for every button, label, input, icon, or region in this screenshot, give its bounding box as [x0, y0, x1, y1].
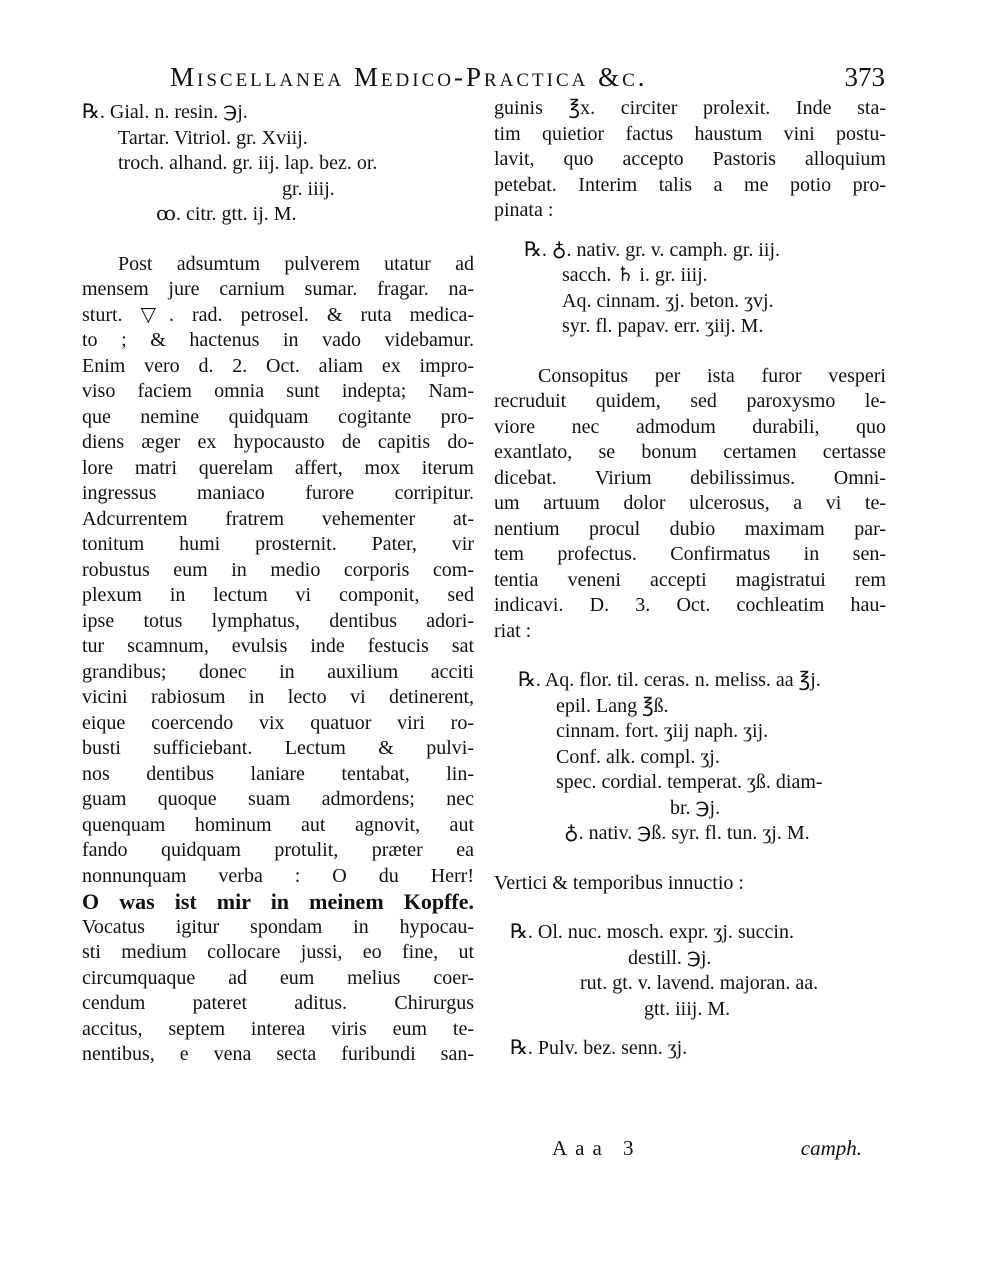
text-line: tur scamnum, evulsis inde festucis sat [82, 635, 474, 657]
text-line: dicebat. Virium debilissimus. Omni- [494, 466, 886, 489]
blackletter-line: O was ist mir in meinem Kopffe. [82, 889, 474, 914]
right-column [494, 96, 886, 1062]
prescription-line: Aq. cinnam. ʒj. beton. ʒvj. [562, 289, 774, 312]
prescription-line: syr. fl. papav. err. ʒiij. M. [562, 315, 764, 337]
prescription-line: Conf. alk. compl. ʒj. [556, 745, 720, 768]
prescription-5 [494, 1036, 886, 1062]
text-line: guinis ℥x. circiter prolexit. Inde sta- [494, 97, 886, 119]
text-line: vicini rabiosum in lecto vi detinerent, [82, 686, 474, 708]
prescription-line: rut. gt. v. lavend. majoran. aa. [580, 972, 819, 994]
signature-mark: Aaa 3 [552, 1136, 642, 1160]
text-line: accitus, septem interea viris eum te- [82, 1017, 474, 1040]
prescription-line: ℞. Ol. nuc. mosch. expr. ʒj. succin. [510, 921, 794, 943]
prescription-line: ♁. nativ. ℈ß. syr. fl. tun. ʒj. M. [564, 822, 810, 844]
left-column [82, 100, 474, 1068]
text-line: nos dentibus laniare tentabat, lin- [82, 762, 474, 785]
text-line: robustus eum in medio corporis com- [82, 558, 474, 581]
paragraph-2 [494, 364, 886, 645]
text-line: sturt. ▽. rad. petrosel. & ruta medica- [82, 303, 474, 326]
prescription-line: gtt. iiij. M. [644, 997, 731, 1020]
text-line: Vocatus igitur spondam in hypocau- [82, 915, 474, 938]
text-line: Adcurrentem fratrem vehementer at- [82, 507, 474, 530]
text-line: guam quoque suam admordens; nec [82, 788, 474, 810]
text-line: nentibus, e vena secta furibundi san- [82, 1043, 474, 1065]
running-title: Miscellanea Medico-Practica &c. [170, 62, 648, 92]
page-number: 373 [844, 62, 885, 92]
main-paragraph [82, 252, 474, 1068]
text-line: fando quidquam protulit, præter ea [82, 839, 474, 861]
text-line: ingressus maniaco furore corripitur. [82, 482, 474, 504]
prescription-1 [82, 100, 474, 228]
text-line: recruduit quidem, sed paroxysmo le- [494, 390, 886, 412]
catchword: camph. [800, 1136, 862, 1160]
prescription-line: spec. cordial. temperat. ʒß. diam- [556, 771, 823, 793]
text-line: Consopitus per ista furor vesperi [538, 364, 886, 387]
text-line: plexum in lectum vi componit, sed [82, 584, 474, 606]
prescription-line: cinnam. fort. ʒiij naph. ʒij. [556, 720, 769, 742]
subheading: Vertici & temporibus innuctio : [494, 871, 744, 894]
prescription-line: ℞. Gial. n. resin. ℈j. [82, 101, 248, 123]
prescription-line: ꝏ. citr. gtt. ij. M. [156, 203, 297, 225]
text-line: busti sufficiebant. Lectum & pulvi- [82, 737, 474, 759]
text-line: lavit, quo accepto Pastoris alloquium [494, 148, 886, 170]
text-line: tonitum humi prosternit. Pater, vir [82, 533, 474, 555]
text-line: pinata : [494, 199, 554, 221]
text-line: mensem jure carnium sumar. fragar. na- [82, 278, 474, 300]
text-line: Post adsumtum pulverem utatur ad [118, 252, 474, 275]
prescription-line: troch. alhand. gr. iij. lap. bez. or. [118, 152, 378, 174]
text-line: circumquaque ad eum melius coer- [82, 966, 474, 989]
text-line: lore matri querelam affert, mox iterum [82, 456, 474, 479]
text-line: nentium procul dubio maximam par- [494, 517, 886, 540]
text-line: exantlato, se bonum certamen certasse [494, 441, 886, 463]
paragraph-1 [494, 96, 886, 224]
prescription-line: ℞. ♁. nativ. gr. v. camph. gr. iij. [524, 238, 781, 261]
text-line: diens æger ex hypocausto de capitis do- [82, 431, 474, 453]
page-header [170, 62, 885, 96]
text-line: um artuum dolor ulcerosus, a vi te- [494, 492, 886, 514]
text-line: eique coercendo vix quatuor viri ro- [82, 711, 474, 734]
prescription-2 [494, 238, 886, 340]
text-line: quenquam hominum aut agnovit, aut [82, 813, 474, 836]
prescription-4 [494, 920, 886, 1022]
text-line: viore nec admodum durabili, quo [494, 415, 886, 438]
prescription-line: ℞. Aq. flor. til. ceras. n. meliss. aa ℥j. [518, 669, 821, 691]
text-line: indicavi. D. 3. Oct. cochleatim hau- [494, 594, 886, 616]
prescription-line: sacch. ♄ i. gr. iiij. [562, 264, 708, 286]
text-line: tem profectus. Confirmatus in sen- [494, 543, 886, 565]
text-line: tim quietior factus haustum vini postu- [494, 122, 886, 145]
text-line: nonnunquam verba : O du Herr! [82, 864, 474, 887]
prescription-line: br. ℈j. [670, 796, 721, 819]
prescription-3 [494, 668, 886, 847]
text-line: sti medium collocare jussi, eo fine, ut [82, 941, 474, 963]
prescription-line: epil. Lang ℥ß. [556, 694, 669, 717]
text-line: petebat. Interim talis a me potio pro- [494, 173, 886, 196]
text-line: grandibus; donec in auxilium acciti [82, 660, 474, 683]
text-line: que nemine quidquam cogitante pro- [82, 405, 474, 428]
text-line: viso faciem omnia sunt indepta; Nam- [82, 380, 474, 402]
text-line: riat : [494, 619, 532, 642]
text-line: to ; & hactenus in vado videbamur. [82, 329, 474, 351]
prescription-line: destill. ℈j. [628, 946, 712, 969]
text-line: cendum pateret aditus. Chirurgus [82, 992, 474, 1014]
text-line: ipse totus lymphatus, dentibus adori- [82, 609, 474, 632]
text-line: Enim vero d. 2. Oct. aliam ex impro- [82, 354, 474, 377]
prescription-line: gr. iiij. [282, 177, 335, 200]
prescription-line: Tartar. Vitriol. gr. Xviij. [118, 126, 308, 149]
text-line: tentia veneni accepti magistratui rem [494, 568, 886, 591]
prescription-line: ℞. Pulv. bez. senn. ʒj. [510, 1037, 688, 1059]
